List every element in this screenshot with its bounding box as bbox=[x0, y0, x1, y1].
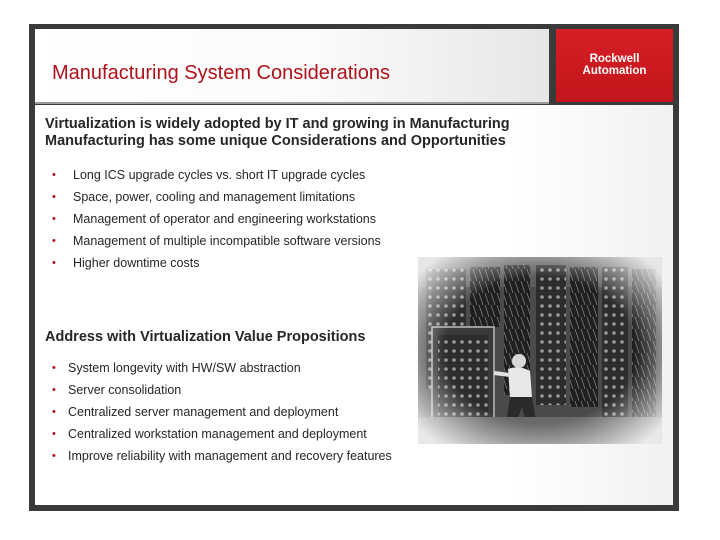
bullet-icon: • bbox=[52, 428, 56, 440]
bullet-icon: • bbox=[52, 406, 56, 418]
list-item: • Higher downtime costs bbox=[52, 256, 200, 270]
list-item: • Management of multiple incompatible software versions bbox=[52, 234, 381, 248]
section-2-heading: Address with Virtualization Value Propositions bbox=[45, 329, 366, 345]
value-propositions-list bbox=[52, 360, 402, 470]
bullet-icon: • bbox=[52, 450, 56, 462]
bullet-icon: • bbox=[52, 257, 56, 269]
eniac-photo-image bbox=[418, 257, 662, 444]
section-1-heading-line-2: Manufacturing has some unique Considerations and Opportunities bbox=[45, 133, 506, 149]
list-item: • Space, power, cooling and management limitations bbox=[52, 190, 356, 204]
bullet-icon: • bbox=[52, 169, 56, 181]
list-item: • System longevity with HW/SW abstraction bbox=[52, 361, 301, 375]
logo-line-1: Rockwell bbox=[589, 53, 640, 65]
considerations-list bbox=[52, 167, 432, 277]
list-item: • Server consolidation bbox=[52, 383, 182, 397]
list-item: • Management of operator and engineering workstations bbox=[52, 212, 376, 226]
logo-line-2: Automation bbox=[582, 65, 647, 77]
section-1-heading-line-1: Virtualization is widely adopted by IT and growing in Manufacturing bbox=[45, 116, 510, 132]
section-1-heading bbox=[45, 116, 510, 150]
list-item: • Centralized server management and deployment bbox=[52, 405, 339, 419]
list-item: • Long ICS upgrade cycles vs. short IT upgrade cycles bbox=[52, 168, 366, 182]
bullet-icon: • bbox=[52, 235, 56, 247]
rockwell-automation-logo bbox=[556, 29, 673, 102]
page-title: Manufacturing System Considerations bbox=[52, 62, 390, 84]
bullet-icon: • bbox=[52, 362, 56, 374]
bullet-icon: • bbox=[52, 213, 56, 225]
list-item: • Centralized workstation management and deployment bbox=[52, 427, 367, 441]
bullet-icon: • bbox=[52, 191, 56, 203]
list-item: • Improve reliability with management and recovery features bbox=[52, 449, 392, 463]
bullet-icon: • bbox=[52, 384, 56, 396]
title-bar bbox=[35, 29, 549, 104]
